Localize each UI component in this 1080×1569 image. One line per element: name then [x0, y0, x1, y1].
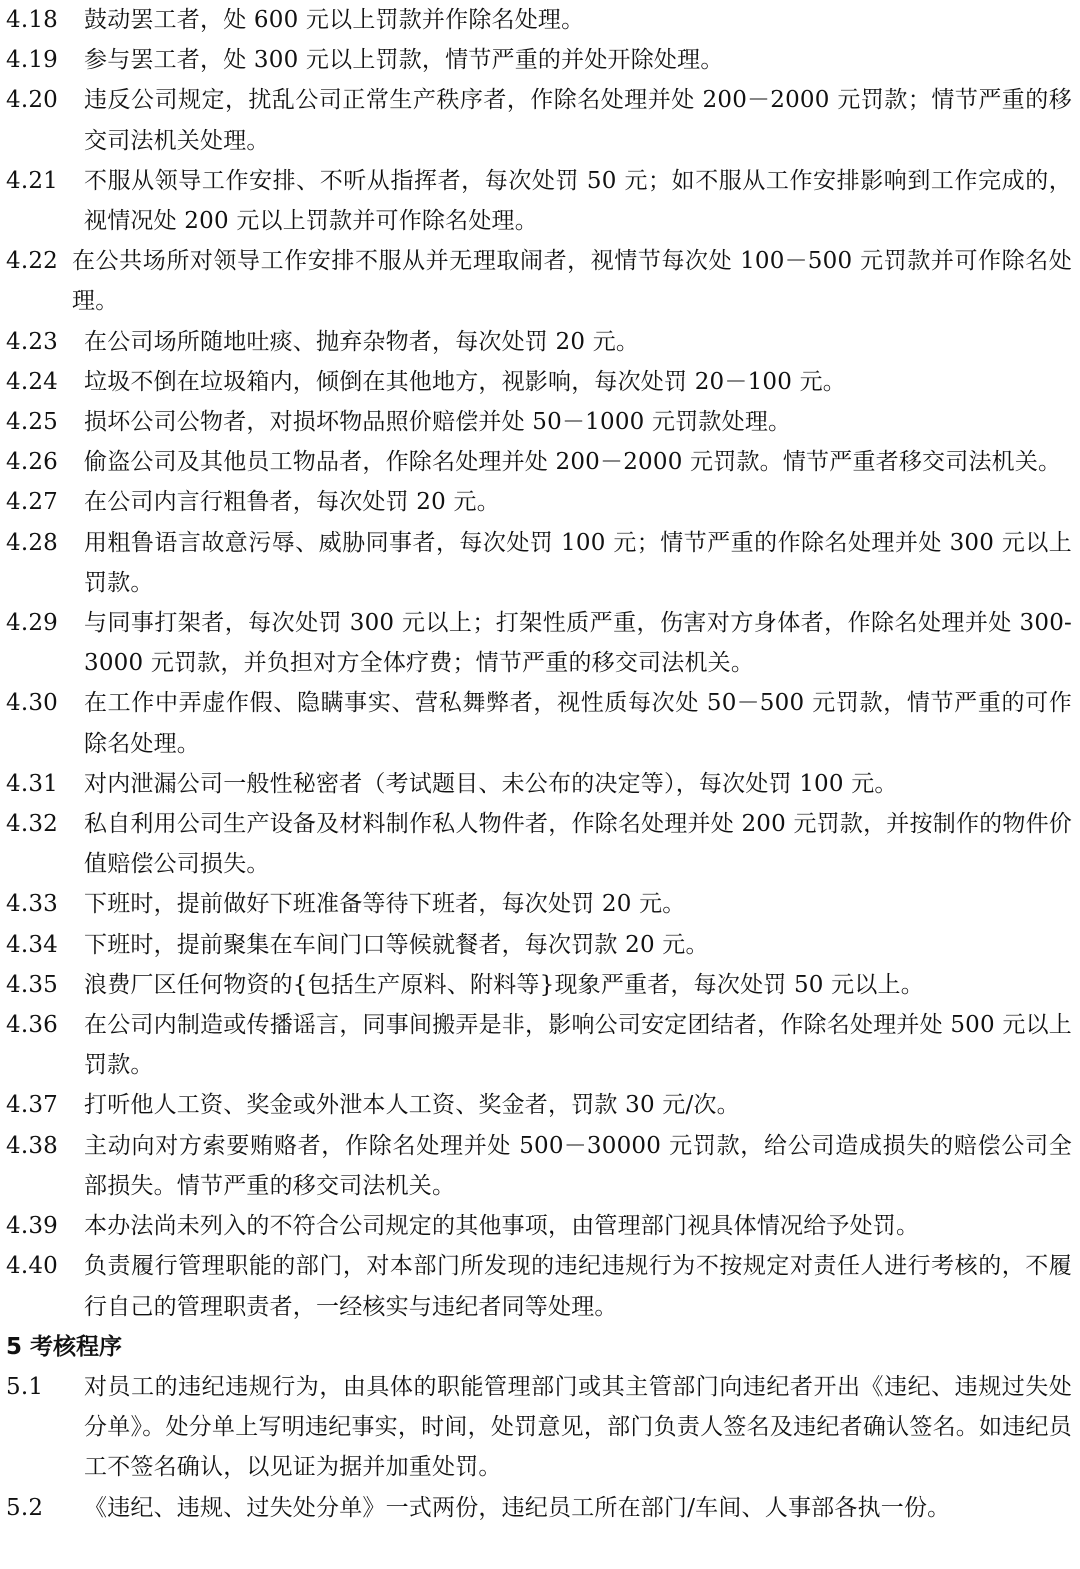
clause-number: 4.25 — [6, 409, 59, 436]
clause-4-31 — [0, 764, 1080, 804]
clause-number: 4.29 — [6, 610, 59, 637]
clause-text: 在公共场所对领导工作安排不服从并无理取闹者，视情节每次处 100－500 元罚款并可作除名处理。 — [72, 248, 1072, 315]
clause-number: 4.40 — [6, 1253, 59, 1280]
clause-4-23 — [0, 322, 1080, 362]
clause-4-20 — [0, 80, 1080, 160]
clause-number: 4.38 — [6, 1132, 59, 1159]
clause-5-2 — [0, 1488, 1080, 1528]
clause-4-40 — [0, 1246, 1080, 1326]
clause-number: 4.24 — [6, 368, 59, 395]
clause-number: 4.37 — [6, 1092, 59, 1119]
clause-4-22 — [0, 241, 1080, 321]
clause-4-39 — [0, 1206, 1080, 1246]
clause-text: 私自利用公司生产设备及材料制作私人物件者，作除名处理并处 200 元罚款，并按制作的物件价值赔偿公司损失。 — [84, 811, 1072, 878]
clause-number: 4.30 — [6, 690, 59, 717]
clause-4-34 — [0, 925, 1080, 965]
clause-text: 在公司场所随地吐痰、抛弃杂物者，每次处罚 20 元。 — [84, 328, 640, 355]
clause-text: 损坏公司公物者，对损坏物品照价赔偿并处 50－1000 元罚款处理。 — [84, 409, 792, 436]
clause-4-38 — [0, 1126, 1080, 1206]
clause-text: 在公司内制造或传播谣言，同事间搬弄是非，影响公司安定团结者，作除名处理并处 500 元以上罚款。 — [84, 1012, 1072, 1079]
clause-4-27 — [0, 482, 1080, 522]
clause-text: 下班时，提前聚集在车间门口等候就餐者，每次罚款 20 元。 — [84, 931, 709, 958]
clause-number: 4.26 — [6, 449, 59, 476]
clause-number: 4.22 — [6, 248, 59, 275]
clause-text: 打听他人工资、奖金或外泄本人工资、奖金者，罚款 30 元/次。 — [84, 1092, 740, 1119]
clause-4-35 — [0, 965, 1080, 1005]
clause-number: 4.34 — [6, 931, 59, 958]
clause-text: 鼓动罢工者，处 600 元以上罚款并作除名处理。 — [84, 7, 585, 33]
clause-text: 在公司内言行粗鲁者，每次处罚 20 元。 — [84, 489, 500, 516]
clause-4-30 — [0, 683, 1080, 763]
clause-text: 对员工的违纪违规行为，由具体的职能管理部门或其主管部门向违纪者开出《违纪、违规过失处分单》。处分单上写明违纪事实，时间，处罚意见，部门负责人签名及违纪者确认签名。如违纪员工不签名确认，以见证为据并加重处罚。 — [84, 1373, 1072, 1481]
clause-text: 与同事打架者，每次处罚 300 元以上；打架性质严重，伤害对方身体者，作除名处理并处 300-3000 元罚款，并负担对方全体疗费；情节严重的移交司法机关。 — [84, 610, 1072, 677]
section-heading: 5 考核程序 — [6, 1333, 123, 1360]
clause-number: 4.21 — [6, 167, 59, 194]
clause-number: 5.2 — [6, 1494, 44, 1521]
clause-number: 4.33 — [6, 891, 59, 918]
clause-text: 偷盗公司及其他员工物品者，作除名处理并处 200－2000 元罚款。情节严重者移交司法机关。 — [84, 449, 1062, 476]
clause-number: 4.36 — [6, 1012, 59, 1039]
clause-number: 4.35 — [6, 971, 59, 998]
clause-4-28 — [0, 523, 1080, 603]
clause-number: 4.31 — [6, 770, 59, 797]
clause-4-18 — [0, 0, 1080, 40]
clause-4-25 — [0, 402, 1080, 442]
clause-4-33 — [0, 884, 1080, 924]
clause-number: 4.28 — [6, 529, 59, 556]
clause-text: 违反公司规定，扰乱公司正常生产秩序者，作除名处理并处 200－2000 元罚款；情节严重的移交司法机关处理。 — [84, 87, 1072, 154]
clause-4-19 — [0, 40, 1080, 80]
clause-text: 用粗鲁语言故意污辱、威胁同事者，每次处罚 100 元；情节严重的作除名处理并处 300 元以上罚款。 — [84, 529, 1072, 596]
clause-text: 对内泄漏公司一般性秘密者（考试题目、未公布的决定等），每次处罚 100 元。 — [84, 770, 898, 797]
clause-text: 下班时，提前做好下班准备等待下班者，每次处罚 20 元。 — [84, 891, 686, 918]
clause-4-32 — [0, 804, 1080, 884]
clause-text: 参与罢工者，处 300 元以上罚款，情节严重的并处开除处理。 — [84, 47, 724, 74]
clause-number: 4.18 — [6, 7, 59, 33]
clause-5-1 — [0, 1367, 1080, 1488]
clause-text: 负责履行管理职能的部门，对本部门所发现的违纪违规行为不按规定对责任人进行考核的，不履行自己的管理职责者，一经核实与违纪者同等处理。 — [84, 1253, 1072, 1320]
clause-4-24 — [0, 362, 1080, 402]
clause-4-21 — [0, 161, 1080, 241]
clause-text: 《违纪、违规、过失处分单》一式两份，违纪员工所在部门/车间、人事部各执一份。 — [84, 1494, 951, 1521]
clause-4-29 — [0, 603, 1080, 683]
clause-4-37 — [0, 1085, 1080, 1125]
clause-number: 4.32 — [6, 811, 59, 838]
clause-4-36 — [0, 1005, 1080, 1085]
clause-4-26 — [0, 442, 1080, 482]
clause-number: 4.23 — [6, 328, 59, 355]
clause-text: 在工作中弄虚作假、隐瞒事实、营私舞弊者，视性质每次处 50－500 元罚款，情节严重的可作除名处理。 — [84, 690, 1072, 757]
clause-text: 不服从领导工作安排、不听从指挥者，每次处罚 50 元；如不服从工作安排影响到工作完成的，视情况处 200 元以上罚款并可作除名处理。 — [84, 167, 1072, 235]
clause-text: 主动向对方索要贿赂者，作除名处理并处 500－30000 元罚款，给公司造成损失的赔偿公司全部损失。情节严重的移交司法机关。 — [84, 1132, 1072, 1199]
clause-text: 垃圾不倒在垃圾箱内，倾倒在其他地方，视影响，每次处罚 20－100 元。 — [84, 368, 846, 395]
clause-number: 4.19 — [6, 47, 59, 74]
clause-number: 4.39 — [6, 1213, 59, 1240]
clause-number: 4.20 — [6, 87, 59, 114]
clause-text: 本办法尚未列入的不符合公司规定的其他事项，由管理部门视具体情况给予处罚。 — [84, 1213, 920, 1240]
clause-text: 浪费厂区任何物资的{包括生产原料、附料等}现象严重者，每次处罚 50 元以上。 — [84, 971, 924, 998]
clause-number: 5.1 — [6, 1373, 44, 1400]
clause-number: 4.27 — [6, 489, 59, 516]
